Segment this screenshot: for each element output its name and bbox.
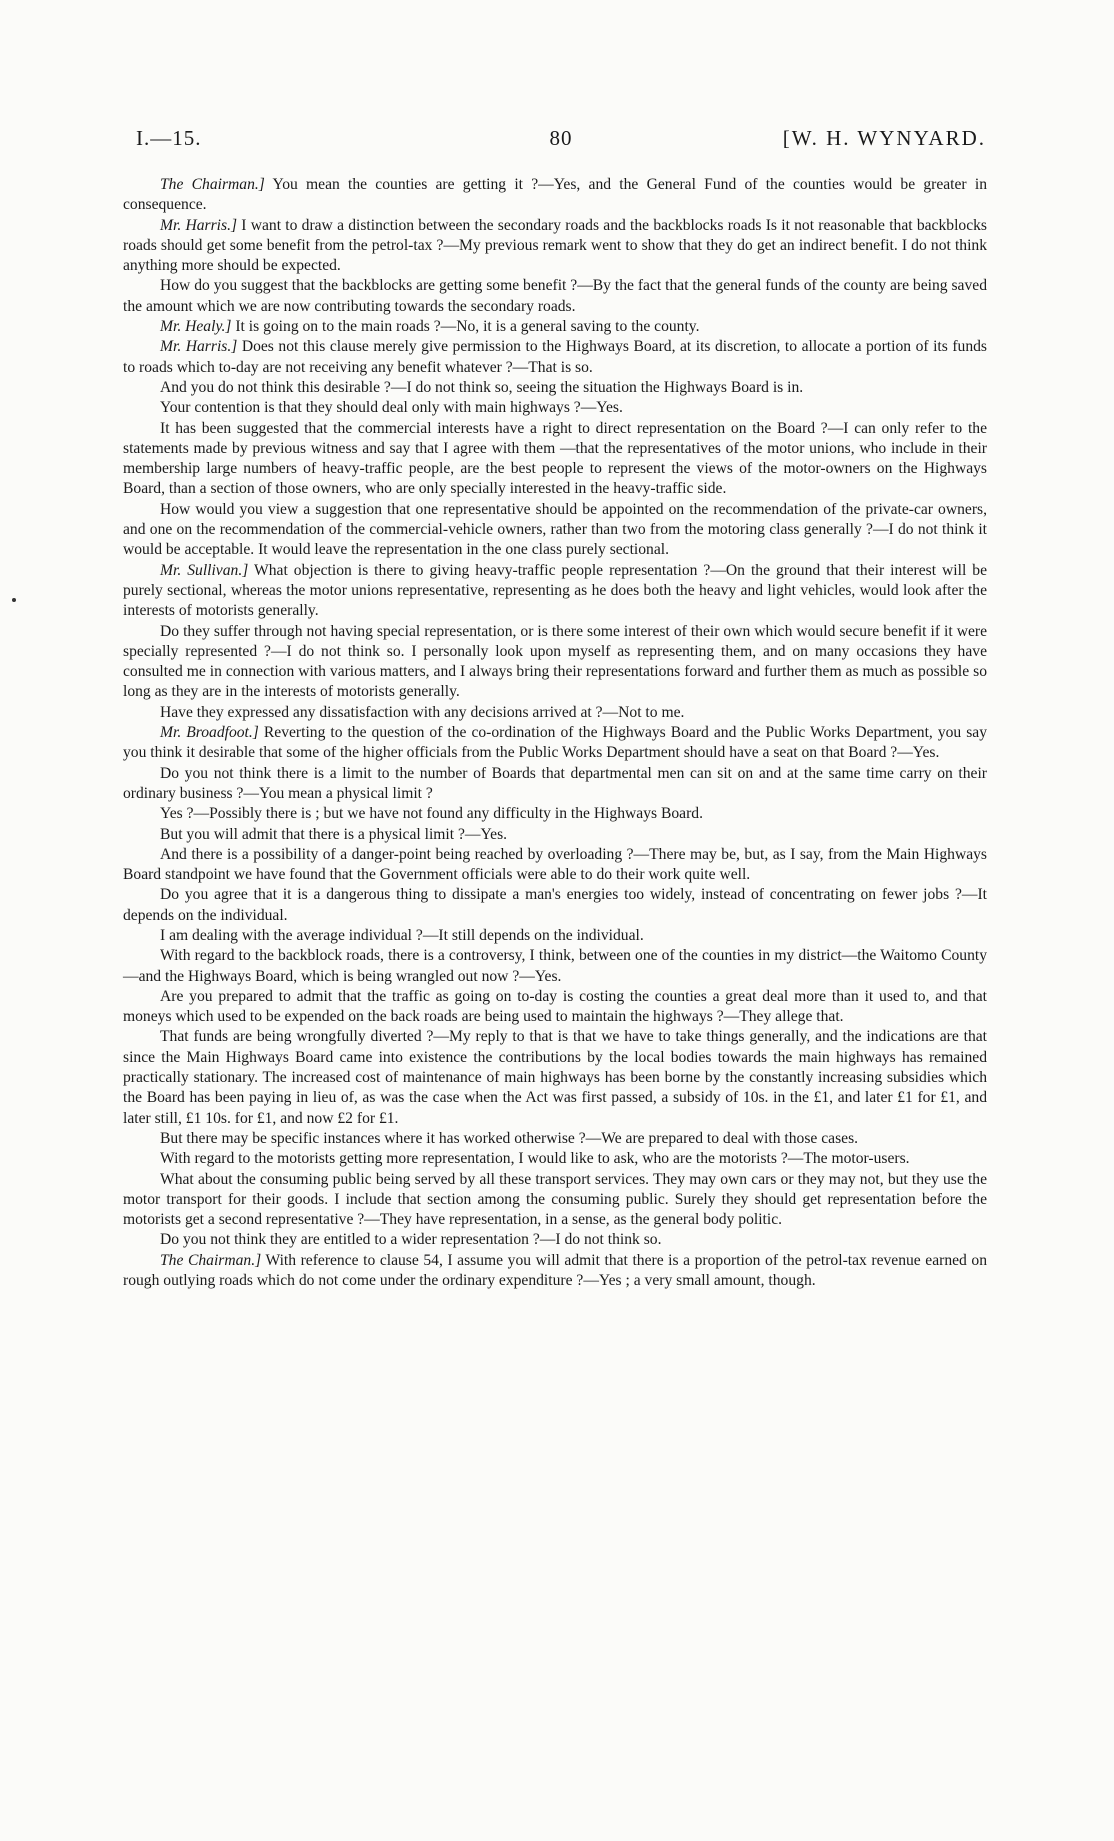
page-number: 80 — [549, 126, 573, 150]
transcript-paragraph — [123, 317, 987, 337]
paragraph-text: Do they suffer through not having special representation, or is there some interest of their own which would secure benefit if it were specially represented ?—I do not think so. I personally look upon myself as representing them, and on many occasions they have consulted me in connection with various matters, and I always bring their representations forward and further them as much as possible so long as they are in the interests of motorists generally. — [123, 622, 987, 701]
paragraph-text: With reference to clause 54, I assume you will admit that there is a proportion of the petrol-tax revenue earned on rough outlying roads which do not come under the ordinary expenditure ?—Yes ; a very small amount, though. — [123, 1251, 987, 1290]
paragraph-text: Yes ?—Possibly there is ; but we have not found any difficulty in the Highways Board. — [160, 805, 703, 823]
transcript-paragraph — [123, 419, 987, 500]
transcript-paragraph — [123, 622, 987, 703]
paragraph-text: Do you not think there is a limit to the number of Boards that departmental men can sit on and at the same time carry on their ordinary business ?—You mean a physical limit ? — [123, 764, 987, 802]
paper-reference: I.—15. — [136, 126, 202, 150]
paragraph-text: And you do not think this desirable ?—I do not think so, seeing the situation the Highways Board is in. — [160, 378, 804, 396]
transcript-paragraph — [123, 723, 987, 764]
paragraph-text: With regard to the backblock roads, there is a controversy, I think, between one of the counties in my district—the Waitomo County—and the Highways Board, which is being wrangled out now ?—Yes. — [123, 947, 987, 985]
transcript-paragraph — [123, 1230, 987, 1250]
transcript-paragraph — [123, 703, 987, 723]
transcript-paragraph — [123, 987, 987, 1028]
speaker-label: Mr. Sullivan.] — [160, 561, 249, 579]
paragraph-text: Have they expressed any dissatisfaction with any decisions arrived at ?—Not to me. — [160, 703, 685, 721]
paragraph-text: Do you agree that it is a dangerous thing to dissipate a man's energies too widely, instead of concentrating on fewer jobs ?—It depends on the individual. — [123, 886, 987, 924]
paragraph-text: It has been suggested that the commercial interests have a right to direct representation on the Board ?—I can only refer to the statements made by previous witness and say that I agree with them —that the representatives of the motor unions, who include in their membership large numbers of heavy-traffic people, are the best people to represent the views of the motor-owners on the Highways Board, than a section of those owners, who are only specially interested in the heavy-traffic side. — [123, 419, 987, 498]
paragraph-text: You mean the counties are getting it ?—Yes, and the General Fund of the counties would be greater in consequence. — [123, 176, 987, 214]
transcript-paragraph — [123, 1251, 987, 1292]
speaker-label: Mr. Healy.] — [160, 318, 232, 336]
paragraph-text: With regard to the motorists getting more representation, I would like to ask, who are the motorists ?—The motor-users. — [160, 1150, 910, 1168]
witness-name: [W. H. WYNYARD. — [782, 126, 986, 150]
paragraph-text: What objection is there to giving heavy-traffic people representation ?—On the ground that their interest will be purely sectional, whereas the motor unions representative, representing as he does both the heavy and light vehicles, would look after the interests of motorists generally. — [123, 561, 987, 620]
paragraph-text: I want to draw a distinction between the secondary roads and the backblocks roads Is it not reasonable that backblocks roads should get some benefit from the petrol-tax ?—My previous remark went to show that they do get an indirect benefit. I do not think anything more should be expected. — [123, 216, 987, 275]
transcript-paragraph — [123, 926, 987, 946]
transcript-paragraph — [123, 1170, 987, 1231]
page-header — [136, 126, 986, 156]
transcript-paragraph — [123, 825, 987, 845]
transcript-paragraph — [123, 398, 987, 418]
speaker-label: Mr. Harris.] — [160, 338, 238, 356]
transcript-body — [123, 175, 987, 1291]
paragraph-text: What about the consuming public being served by all these transport services. They may own cars or they may not, but they use the motor transport for their goods. I include that section among the consuming public. Surely they should get representation before the motorists get a second representative ?—They have representation, in a sense, as the general body politic. — [123, 1170, 987, 1229]
paragraph-text: And there is a possibility of a danger-point being reached by overloading ?—There may be, but, as I say, from the Main Highways Board standpoint we have found that the Government officials were able to do their work quite well. — [123, 845, 987, 884]
transcript-paragraph — [123, 276, 987, 317]
transcript-paragraph — [123, 946, 987, 987]
paragraph-text: Do you not think they are entitled to a wider representation ?—I do not think so. — [160, 1231, 662, 1249]
paragraph-text: But you will admit that there is a physical limit ?—Yes. — [160, 825, 508, 843]
transcript-paragraph — [123, 561, 987, 622]
transcript-paragraph — [123, 337, 987, 378]
speaker-label: Mr. Broadfoot.] — [160, 724, 259, 742]
transcript-paragraph — [123, 500, 987, 561]
transcript-paragraph — [123, 216, 987, 277]
speaker-label: The Chairman.] — [160, 1251, 262, 1269]
speaker-label: Mr. Harris.] — [160, 216, 238, 234]
paragraph-text: How do you suggest that the backblocks are getting some benefit ?—By the fact that the general funds of the county are being saved the amount which we are now contributing towards the secondary roads. — [123, 277, 987, 315]
paragraph-text: That funds are being wrongfully diverted ?—My reply to that is that we have to take things generally, and the indications are that since the Main Highways Board came into existence the contributions by the local bodies towards the main highways has remained practically stationary. The increased cost of maintenance of main highways has been borne by the constantly increasing subsidies which the Board has been paying in lieu of, as was the case when the Act was first passed, a subsidy of 10s. in the £1, and later £1 for £1, and later still, £1 10s. for £1, and now £2 for £1. — [123, 1028, 987, 1127]
paragraph-text: Are you prepared to admit that the traffic as going on to-day is costing the counties a great deal more than it used to, and that moneys which used to be expended on the back roads are being used to maintain the highways ?—They allege that. — [123, 987, 987, 1026]
speaker-label: The Chairman.] — [160, 176, 265, 193]
transcript-paragraph — [123, 1149, 987, 1169]
transcript-paragraph — [123, 1129, 987, 1149]
paragraph-text: I am dealing with the average individual ?—It still depends on the individual. — [160, 926, 644, 944]
paragraph-text: Does not this clause merely give permission to the Highways Board, at its discretion, to allocate a portion of its funds to roads which to-day are not receiving any benefit whatever ?—That is so. — [123, 338, 987, 376]
transcript-paragraph — [123, 885, 987, 926]
transcript-paragraph — [123, 845, 987, 886]
paragraph-text: It is going on to the main roads ?—No, it is a general saving to the county. — [231, 318, 700, 336]
paragraph-text: But there may be specific instances where it has worked otherwise ?—We are prepared to deal with those cases. — [160, 1129, 859, 1147]
paragraph-text: How would you view a suggestion that one representative should be appointed on the recommendation of the private-car owners, and one on the recommendation of the commercial-vehicle owners, rather than two from the motoring class generally ?—I do not think it would be acceptable. It would leave the representation in the one class purely sectional. — [123, 500, 987, 559]
transcript-paragraph — [123, 378, 987, 398]
paragraph-text: Reverting to the question of the co-ordination of the Highways Board and the Public Works Department, you say you think it desirable that some of the higher officials from the Public Works Department should have a seat on that Board ?—Yes. — [123, 724, 987, 762]
transcript-paragraph — [123, 764, 987, 805]
transcript-paragraph — [123, 175, 987, 216]
paragraph-text: Your contention is that they should deal only with main highways ?—Yes. — [160, 399, 623, 417]
transcript-paragraph — [123, 804, 987, 824]
transcript-paragraph — [123, 1027, 987, 1128]
margin-dot — [12, 598, 16, 602]
